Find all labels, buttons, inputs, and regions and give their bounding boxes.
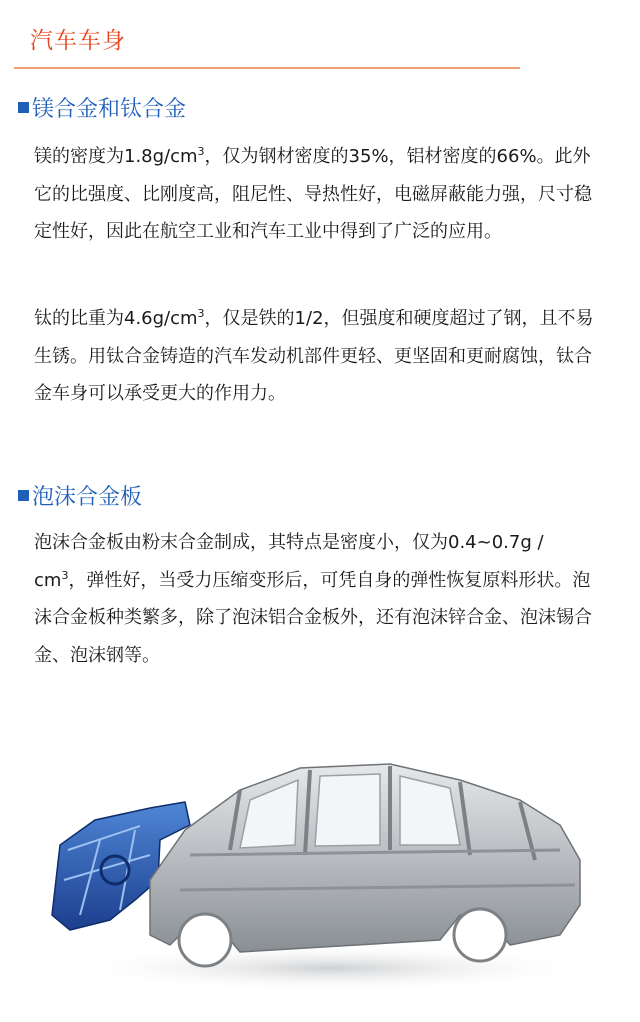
section-heading-text: 镁合金和钛合金 [32,97,187,122]
superscript: 3 [197,307,205,320]
ground-shadow [60,944,600,992]
paragraph-text: 泡沫合金板由粉末合金制成，其特点是密度小，仅为0.4~0.7g / cm [34,532,544,591]
paragraph-text: ，仅是铁的1/2，但强度和硬度超过了钢，且不易生锈。用钛合金铸造的汽车发动机部件更轻、更坚固和更耐腐蚀，钛合金车身可以承受更大的作用力。 [34,308,594,404]
page-title: 汽车车身 [30,28,126,54]
paragraph-foam-alloy [34,524,594,674]
paragraph-text: 镁的密度为1.8g/cm [34,146,198,167]
paragraph-magnesium [34,138,594,251]
steel-body-frame [150,764,580,966]
superscript: 3 [61,568,69,582]
paragraph-text: 钛的比重为4.6g/cm [34,308,198,329]
section-heading-foam [18,480,142,511]
paragraph-titanium [34,300,594,413]
square-bullet-icon [18,102,29,113]
title-divider [14,67,520,69]
section-heading-mg-ti [18,92,186,123]
paragraph-text: ，弹性好，当受力压缩变形后，可凭自身的弹性恢复原料形状。泡沫合金板种类繁多，除了泡沫铝合金板外，还有泡沫锌合金、泡沫锡合金、泡沫钢等。 [34,569,592,666]
section-heading-text: 泡沫合金板 [32,485,143,510]
car-body-frame-image [40,730,600,995]
paragraph-text: ，仅为钢材密度的35%，铝材密度的66%。此外它的比强度、比刚度高，阻尼性、导热性好，电磁屏蔽能力强，尺寸稳定性好，因此在航空工业和汽车工业中得到了广泛的应用。 [34,146,592,242]
square-bullet-icon [18,490,29,501]
superscript: 3 [197,145,205,158]
